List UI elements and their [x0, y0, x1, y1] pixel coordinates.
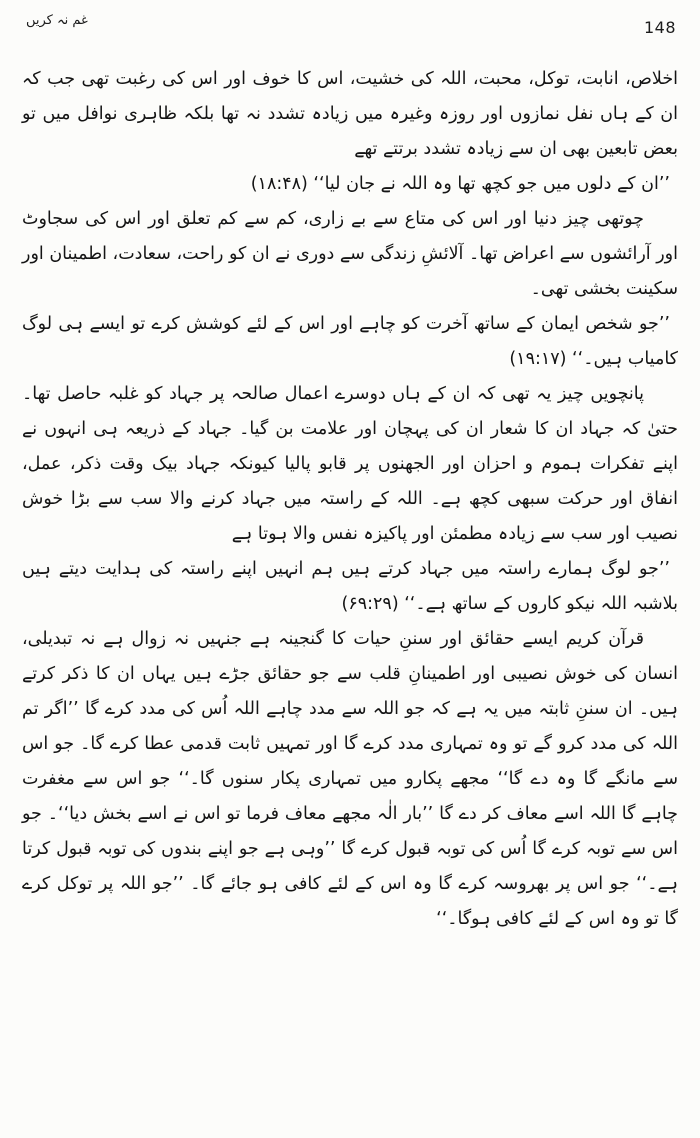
page-header [0, 10, 700, 56]
paragraph-fifth-point: پانچویں چیز یہ تھی کہ ان کے ہاں دوسرے اعمال صالحہ پر جہاد کو غلبہ حاصل تھا۔ حتیٰ کہ جہاد ان کا شعار ان کی پہچان اور علامت بن گیا۔ جہاد کے ذریعہ ہی انہوں نے اپنے تفکرات ہموم و احزان اور الجھنوں پر قابو پالیا کیونکہ جہاد بیک وقت ذکر، عمل، انفاق اور حرکت سبھی کچھ ہے۔ اللہ کے راستہ میں جہاد کرنے والا سب سے بڑا خوش نصیب اور سب سے زیادہ مطمئن اور پاکیزہ نفس والا ہوتا ہے [22, 384, 678, 544]
paragraph-fourth-point: چوتھی چیز دنیا اور اس کی متاع سے بے زاری، کم سے کم تعلق اور اس کی سجاوٹ اور آرائشوں سے اعراض تھا۔ آلائشِ زندگی سے دوری نے ان کو راحت، سعادت، اطمینان اور سکینت بخشی تھی۔ [22, 209, 678, 299]
quran-quote: ’’جو شخص ایمان کے ساتھ آخرت کو چاہے اور اس کے لئے کوشش کرے تو ایسے ہی لوگ کامیاب ہیں۔‘‘ (۱۹:۱۷) [22, 314, 678, 369]
page-content [22, 62, 678, 1124]
book-title: غم نہ کریں [26, 13, 88, 28]
paragraph-continuation: اخلاص، انابت، توکل، محبت، اللہ کی خشیت، اس کا خوف اور اس کی رغبت تھی جب کہ ان کے ہاں نفل نمازوں اور روزہ وغیرہ میں زیادہ تشدد نہ تھا بلکہ ظاہری نوافل میں تو بعض تابعین بھی ان سے زیادہ تشدد برتتے تھے [22, 69, 678, 159]
quran-quote: ’’جو لوگ ہمارے راستہ میں جہاد کرتے ہیں ہم انہیں اپنے راستہ کی ہدایت دیتے ہیں بلاشبہ اللہ نیکو کاروں کے ساتھ ہے۔‘‘ (۶۹:۲۹) [22, 559, 678, 614]
quran-quote: ’’ان کے دلوں میں جو کچھ تھا وہ اللہ نے جان لیا‘‘ (۱۸:۴۸) [250, 174, 670, 194]
paragraph-quran-treasures: قرآن کریم ایسے حقائق اور سننِ حیات کا گنجینہ ہے جنہیں نہ زوال ہے نہ تبدیلی، انسان کی خوش نصیبی اور اطمینانِ قلب سے جو حقائق جڑے ہیں یہاں ان کا ذکر کرتے ہیں۔ ان سننِ ثابتہ میں یہ ہے کہ جو اللہ سے مدد چاہے اللہ اُس کی مدد کرے گا ’’اگر تم اللہ کی مدد کرو گے تو وہ تمہاری مدد کرے گا اور تمہیں ثابت قدمی عطا کرے گا۔ جو اس سے مانگے گا وہ دے گا‘‘ مجھے پکارو میں تمہاری پکار سنوں گا۔‘‘ جو اس سے مغفرت چاہے گا اللہ اسے معاف کر دے گا ’’بار الٰہ مجھے معاف فرما تو اس نے اسے بخش دیا‘‘۔ جو اس سے توبہ کرے گا اُس کی توبہ قبول کرے گا ’’وہی ہے جو اپنے بندوں کی توبہ قبول کرتا ہے۔‘‘ جو اس پر بھروسہ کرے گا وہ اس کے لئے کافی ہو جائے گا۔ ’’جو اللہ پر توکل کرے گا تو وہ اس کے لئے کافی ہوگا۔‘‘ [22, 629, 678, 929]
page-number: 148 [643, 18, 676, 37]
